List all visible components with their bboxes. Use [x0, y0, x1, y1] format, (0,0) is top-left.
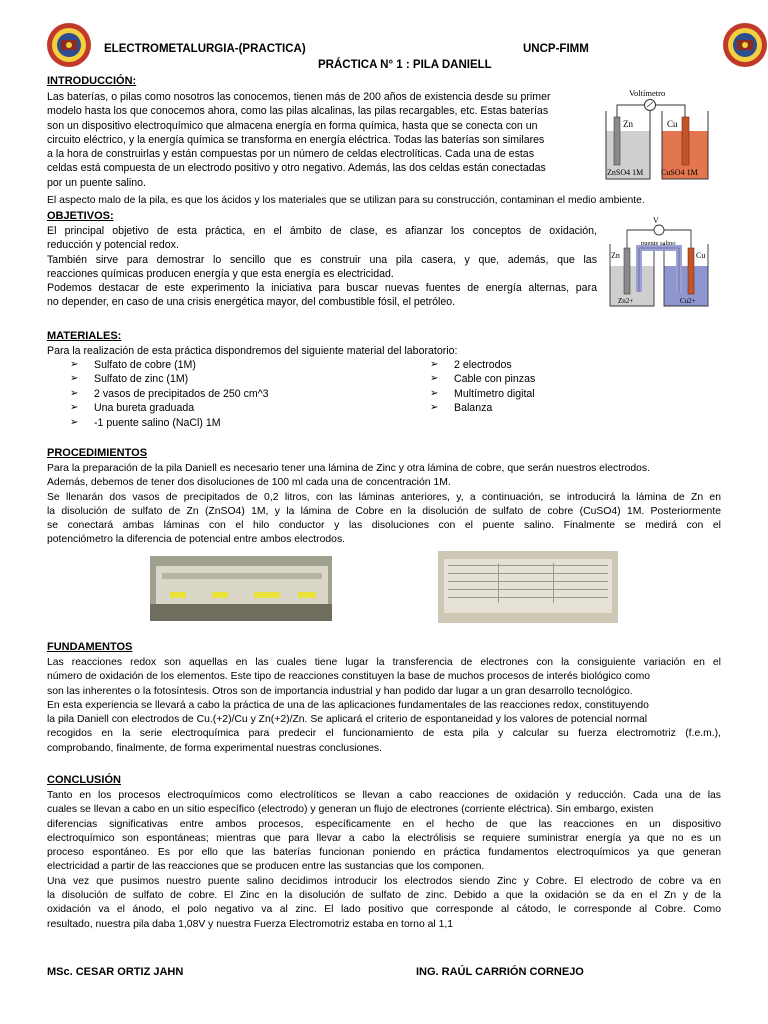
conclusion-line: Una vez que pusimos nuestro puente salino decidimos introducir los electrodos siendo Zinc y Cobre. El electrodo de cobre va en — [47, 875, 721, 887]
university-logo-right — [722, 22, 768, 68]
objectives-line: El principal objetivo de esta práctica, en el ámbito de clase, es afianzar los conceptos de oxidación, — [47, 225, 597, 237]
conclusion-line: la disolución de sulfato de cobre. El Zinc en la disolución de sulfato de zinc. Debido a que la oxidación se da en el Zn y de la — [47, 890, 721, 902]
arrow-bullet-icon: ➢ — [70, 387, 79, 399]
materials-list-left — [70, 358, 269, 430]
fundamentals-line: En esta experiencia se llevará a cabo la práctica de una de las aplicaciones fundamentales de las reacciones redox, constituyendo — [47, 699, 649, 711]
intro-text — [47, 90, 595, 190]
course-name: ELECTROMETALURGIA-(PRACTICA) — [104, 43, 306, 55]
intro-line: a la hora de construirlas y están compuestas por un número de celdas electrolíticas. Cada una de estas — [47, 148, 534, 161]
conclusion-line: proceso espontáneo. Es por ello que las baterías funcionan poniendo en práctica fundamentos electroquímicos ya que generan — [47, 847, 721, 859]
intro-line: circuito eléctrico, y la energía química se transforma en energía eléctrica. Todas las baterías son similares — [47, 133, 545, 146]
arrow-bullet-icon: ➢ — [430, 402, 439, 414]
conclusion-line: electricidad a partir de las reacciones que se producen entre las sustancias que los componen. — [47, 861, 485, 873]
measurement-photo-left — [150, 556, 332, 621]
conclusion-text — [47, 789, 721, 932]
list-item: ➢ Balanza — [430, 402, 493, 415]
conclusion-line: electroquímico son espontáneas; mientras que para llevar a cabo la electrólisis se requiere suministrar energía ya que no es un — [47, 832, 721, 844]
procedures-line: se conectará ambas láminas con el hilo conductor y las disoluciones con el puente salino. Finalmente se medirá con el — [47, 520, 721, 532]
copper-label: Cu — [667, 119, 678, 129]
fundamentals-text — [47, 656, 721, 756]
university-logo-left — [46, 22, 92, 68]
intro-line: por un puente salino. — [47, 176, 146, 189]
conclusion-heading: CONCLUSIÓN — [47, 774, 121, 786]
fundamentals-line: comprobando, finalmente, de forma experimental nuestras conclusiones. — [47, 742, 382, 754]
objectives-line: no depender, en caso de una crisis energética mayor, del combustible fósil, el petróleo. — [47, 296, 456, 309]
measurement-photo-right — [438, 551, 618, 623]
list-item: ➢ Sulfato de zinc (1M) — [70, 373, 189, 386]
intro-line: modelo hasta los que conocemos ahora, como las pilas alcalinas, las pilas recargables, etc. Estas baterías — [47, 105, 549, 118]
zinc-ion-label: Zn2+ — [618, 297, 634, 305]
arrow-bullet-icon: ➢ — [430, 359, 439, 370]
conclusion-line: cuales se llevan a cabo en un sitio específico (electrodo) y generan un flujo de electrones (corriente eléctrica). Sin embargo, existen — [47, 804, 654, 816]
intro-line: celdas está compuesta de un electrodo positivo y otro negativo. Además, las dos celdas están conectadas — [47, 162, 546, 175]
procedures-text — [47, 462, 721, 548]
arrow-bullet-icon: ➢ — [70, 359, 79, 370]
procedures-heading: PROCEDIMIENTOS — [47, 447, 148, 459]
procedures-line: Se llenarán dos vasos de precipitados de 0,2 litros, con las láminas anteriores, y, a continuación, se introducirá la lámina de Zn en — [47, 491, 721, 503]
procedures-line: Para la preparación de la pila Daniell es necesario tener una lámina de Zinc y otra lámina de cobre, que serán nuestros electrodos. — [47, 463, 651, 474]
salt-bridge-cell-figure — [607, 214, 713, 310]
conclusion-line: diferencias significativas entre ambos procesos, específicamente en el hecho de que las reacciones en un dispositivo — [47, 818, 721, 830]
copper-ion-label: Cu2+ — [680, 297, 696, 305]
materials-list-right — [430, 358, 535, 416]
institution-name: UNCP-FIMM — [523, 43, 589, 55]
intro-line: son un dispositivo electroquímico que almacena energía en forma química, hasta que se conecta con un — [47, 119, 538, 132]
arrow-bullet-icon: ➢ — [430, 387, 439, 399]
copper-solution-label: CuSO4 1M — [661, 168, 698, 177]
procedures-line: Además, debemos de tener dos disoluciones de 100 ml cada una de concentración 1M. — [47, 477, 451, 489]
objectives-line: También sirve para demostrar lo sencillo que es construir una pila casera, y que, además, que las — [47, 253, 597, 266]
conclusion-line: oxidación va el ánodo, el polo negativo va al zinc. El lado positivo que corresponde al cátodo, le corresponde al Cobre. Como — [47, 904, 721, 916]
copper-label: Cu — [696, 251, 706, 260]
list-item: ➢ Cable con pinzas — [430, 373, 536, 386]
list-item: ➢ 2 vasos de precipitados de 250 cm^3 — [70, 387, 269, 400]
copper-electrode — [688, 248, 694, 294]
objectives-text — [47, 224, 597, 310]
objectives-line: Podemos destacar de este experimento la iniciativa para buscar nuevas fuentes de energía alternas, para — [47, 282, 597, 295]
arrow-bullet-icon: ➢ — [70, 373, 79, 385]
intro-line: Las baterías, o pilas como nosotros las conocemos, tienen más de 200 años de existencia desde su primer — [47, 91, 551, 103]
page-title: PRÁCTICA N° 1 : PILA DANIELL — [318, 59, 492, 71]
signature-right: ING. RAÚL CARRIÓN CORNEJO — [416, 966, 584, 978]
objectives-line: reacciones químicas producen energía y que esta energía es electricidad. — [47, 267, 394, 280]
procedures-line: potenciómetro la diferencia de potencial entre ambos electrodos. — [47, 534, 346, 546]
fundamentals-line: número de oxidación de los elementos. Este tipo de reacciones constituyen la base de muchos procesos de interés biológico como — [47, 671, 651, 683]
voltmeter-label: Voltímetro — [629, 88, 666, 98]
arrow-bullet-icon: ➢ — [430, 373, 439, 385]
fundamentals-line: recogidos en la serie electroquímica para predecir el funcionamiento de esta pila y calcular su fuerza electromotriz (f.e.m.), — [47, 728, 721, 740]
voltmeter-v-label: V — [653, 216, 659, 225]
zinc-electrode — [614, 117, 620, 165]
copper-electrode — [682, 117, 689, 165]
materials-heading: MATERIALES: — [47, 330, 122, 342]
conclusion-line: resultado, nuestra pila daba 1,08V y nuestra Fuerza Electromotriz estaba en torno al 1,1 — [47, 918, 454, 930]
procedures-line: la disolución de sulfato de Zn (ZnSO4) 1M, y la lámina de Cobre en la disolución de sulfato de cobre (CuSO4) 1M. Posteriormente — [47, 505, 721, 517]
list-item: ➢ Multímetro digital — [430, 387, 535, 400]
objectives-line: reducción y potencial redox. — [47, 239, 179, 252]
conclusion-line: Tanto en los procesos electroquímicos como electrolíticos se llevan a cabo reacciones de oxidación y reducción. Cada una de las — [47, 790, 721, 801]
fundamentals-line: son las inherentes o la fotosíntesis. Otros son de importancia industrial y han podido dar lugar a un gran desarrollo tecnológico. — [47, 685, 633, 697]
arrow-bullet-icon: ➢ — [70, 402, 79, 414]
signature-left: MSc. CESAR ORTIZ JAHN — [47, 966, 184, 978]
materials-intro: Para la realización de esta práctica dispondremos del siguiente material del laboratorio: — [47, 345, 458, 357]
arrow-bullet-icon: ➢ — [70, 416, 79, 428]
salt-bridge-label: puente salino — [641, 240, 676, 247]
objectives-heading: OBJETIVOS: — [47, 210, 114, 222]
list-item: ➢ Una bureta graduada — [70, 402, 195, 415]
list-item: ➢ 2 electrodos — [430, 359, 512, 371]
intro-heading: INTRODUCCIÓN: — [47, 75, 137, 87]
voltmeter-icon — [654, 225, 664, 235]
fundamentals-line: Las reacciones redox son aquellas en las cuales tiene lugar la transferencia de electrones con la consiguiente variación en el — [47, 657, 721, 668]
fundamentals-heading: FUNDAMENTOS — [47, 641, 133, 653]
fundamentals-line: la pila Daniell con electrodos de Cu.(+2)/Cu y Zn(+2)/Zn. Se aplicará el criterio de espontaneidad y los valores de potencial normal — [47, 714, 648, 726]
zinc-label: Zn — [623, 119, 633, 129]
list-item: ➢ Sulfato de cobre (1M) — [70, 359, 196, 371]
intro-last-line: El aspecto malo de la pila, es que los ácidos y los materiales que se utilizan para su construcción, contaminan el medio ambiente. — [47, 195, 645, 206]
zinc-electrode — [624, 248, 630, 294]
zinc-solution-label: ZnSO4 1M — [607, 168, 644, 177]
daniell-cell-figure — [603, 87, 721, 182]
zinc-label: Zn — [611, 251, 620, 260]
list-item: ➢ -1 puente salino (NaCl) 1M — [70, 416, 221, 429]
